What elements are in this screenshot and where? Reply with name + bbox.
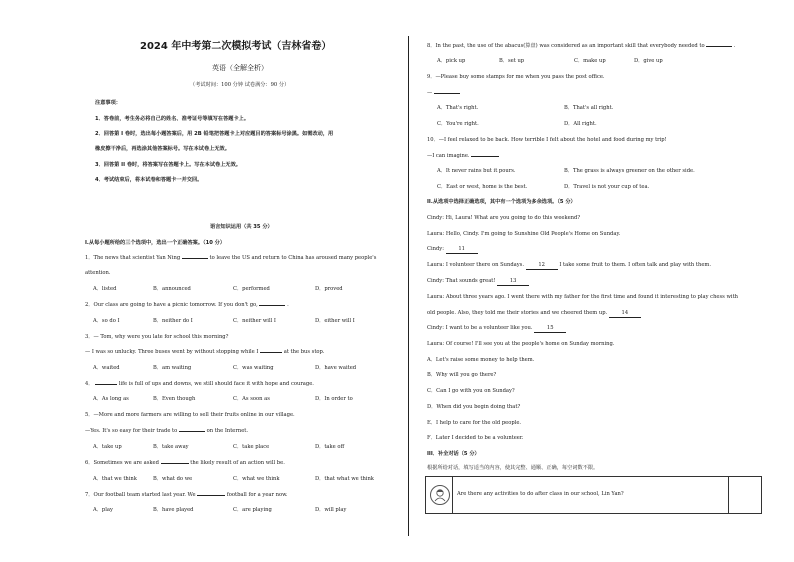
part3-instructions: 根据所给对话，填写适当的内容，使其完整、通顺、正确，每空词数不限。: [427, 465, 599, 471]
question-3: [85, 349, 325, 356]
q1-text-c: attention.: [85, 270, 111, 276]
option-a[interactable]: A．It never rains but it pours.: [437, 168, 516, 174]
box-divider: [452, 477, 453, 513]
answer-blank: [161, 463, 189, 464]
q2-text-a: 2．Our class are going to have a picnic tomorrow. If you don't go,: [85, 302, 258, 308]
option-d[interactable]: D．Travel is not your cup of tea.: [564, 184, 650, 190]
q9-text-b: —: [427, 90, 433, 96]
blank-number: 15: [546, 325, 554, 331]
part3-heading: III．补全对话（5 分）: [427, 451, 480, 457]
option-c[interactable]: C．are playing: [233, 507, 272, 513]
option-b[interactable]: B．That's all right.: [564, 105, 614, 111]
box-question-text: Are there any activities to do after class in our school, Lin Yan?: [457, 491, 624, 497]
q9-options-row1: [437, 105, 613, 112]
q3-options: [93, 365, 356, 372]
choice-c[interactable]: C．Can I go with you on Sunday?: [427, 388, 515, 394]
blank-12[interactable]: [526, 262, 558, 270]
blank-15[interactable]: [534, 325, 566, 333]
dialogue-line-8: [427, 325, 566, 333]
option-d[interactable]: D．take off: [315, 444, 345, 450]
note-item-3: 3．回答第 II 卷时，将答案写在答题卡上。写在本试卷上无效。: [95, 162, 241, 168]
q3-text-a: 3．— Tom, why were you late for school this morning?: [85, 334, 229, 340]
dialogue-text: old people. Also, they told me their stories and we cheered them up.: [427, 310, 608, 316]
q3-text-b: — I was so unlucky. Three buses went by without stopping while I: [85, 349, 259, 355]
section-heading: 语言知识运用（共 35 分）: [210, 224, 273, 230]
blank-number: 14: [621, 310, 629, 316]
option-b[interactable]: B．set up: [499, 58, 525, 64]
q6-text-b: the likely result of an action will be.: [190, 460, 285, 466]
q4-text-a: 4．: [85, 381, 94, 387]
choice-f[interactable]: F．Later I decided to be a volunteer.: [427, 435, 524, 441]
option-d[interactable]: D．give up: [634, 58, 663, 64]
blank-number: 13: [509, 278, 517, 284]
q6-options: [93, 476, 374, 483]
dialogue-text: Cindy: I want to be a volunteer like you.: [427, 325, 533, 331]
answer-blank: [434, 93, 460, 94]
option-c[interactable]: C．what we think: [233, 476, 280, 482]
dialogue-line-6: Laura: About three years ago. I went there with my father for the first time and found it interesting to play chess with: [427, 294, 738, 300]
q7-options: [93, 507, 346, 514]
column-divider: [408, 36, 409, 536]
answer-blank: [197, 495, 225, 496]
option-a[interactable]: A．That's right.: [437, 105, 479, 111]
option-a[interactable]: A．listed: [93, 286, 117, 292]
option-a[interactable]: A．take up: [93, 444, 122, 450]
dialogue-text: Cindy: That sounds great!: [427, 278, 496, 284]
option-c[interactable]: C．As soon as: [233, 396, 270, 402]
answer-blank: [706, 46, 732, 47]
option-a[interactable]: A．so do I: [93, 318, 120, 324]
note-item-1: 1．答卷前，考生务必将自己的姓名、准考证号等填写在答题卡上。: [95, 116, 250, 122]
answer-blank: [260, 352, 282, 353]
option-b[interactable]: B．neither do I: [153, 318, 193, 324]
q8-text-a: 8．In the past, the use of the abacus(算盘) was considered as an important skill that everybody needed to: [427, 43, 705, 49]
dialogue-line-5: [427, 278, 529, 286]
q7-text-a: 7．Our football team started last year. We: [85, 492, 196, 498]
question-2: [85, 302, 289, 309]
q1-text-a: 1．The news that scientist Yan Ning: [85, 255, 181, 261]
answer-blank: [471, 156, 499, 157]
q4-options: [93, 396, 353, 403]
q10-text-a: 10．—I feel relaxed to be back. How terrible I felt about the hotel and food during my trip!: [427, 137, 667, 143]
q7-text-b: football for a year now.: [226, 492, 288, 498]
option-c[interactable]: C．performed: [233, 286, 270, 292]
option-b[interactable]: B．am waiting: [153, 365, 192, 371]
option-d[interactable]: D．All right.: [564, 121, 597, 127]
option-d[interactable]: D．have waited: [315, 365, 357, 371]
question-7: [85, 492, 288, 499]
dialogue-line-4: [427, 262, 711, 270]
dialogue-box: [425, 476, 762, 514]
q1-options: [93, 286, 343, 293]
option-c[interactable]: C．was waiting: [233, 365, 274, 371]
option-b[interactable]: B．announced: [153, 286, 191, 292]
blank-11[interactable]: [446, 246, 478, 254]
q5-options: [93, 444, 344, 451]
q4-text-b: life is full of ups and downs, we still should face it with hope and courage.: [118, 381, 314, 387]
dialogue-text-cont: I take some fruit to them. I often talk and play with them.: [559, 262, 711, 268]
answer-blank: [179, 431, 205, 432]
option-d[interactable]: D．that what we think: [315, 476, 374, 482]
note-item-2-cont: 橡皮擦干净后，再选涂其他答案标号。写在本试卷上无效。: [95, 146, 230, 152]
q1-text-b: to leave the US and return to China has aroused many people's: [209, 255, 377, 261]
q5-text-b: —Yes. It's so easy for their trade to: [85, 428, 178, 434]
option-a[interactable]: A．As long as: [93, 396, 129, 402]
choice-a[interactable]: A．Let's raise some money to help them.: [427, 357, 535, 363]
blank-number: 12: [538, 262, 545, 268]
option-c[interactable]: C．You're right.: [437, 121, 479, 127]
dialogue-line-9: Laura: Of course! I'll see you at the people's home on Sunday morning.: [427, 341, 615, 347]
choice-e[interactable]: E．I help to care for the old people.: [427, 420, 522, 426]
q8-text-b: .: [733, 43, 736, 49]
q9-text-a: 9．—Please buy some stamps for me when you pass the post office.: [427, 74, 605, 80]
part1-heading: I.从每小题所给的三个选项中，选出一个正确答案。（10 分）: [85, 240, 226, 246]
option-a[interactable]: A．that we think: [93, 476, 137, 482]
question-10: [427, 153, 499, 160]
q10-text-b: —I can imagine.: [427, 153, 470, 159]
dialogue-text: Laura: I volunteer there on Sundays.: [427, 262, 524, 268]
box-divider: [728, 477, 729, 513]
q2-text-b: .: [287, 302, 289, 308]
blank-14[interactable]: [609, 310, 641, 318]
answer-blank: [182, 258, 208, 259]
option-b[interactable]: B．The grass is always greener on the other side.: [564, 168, 695, 174]
question-1: [85, 255, 376, 262]
choice-d[interactable]: D．When did you begin doing that?: [427, 404, 521, 410]
answer-blank: [95, 384, 117, 385]
option-d[interactable]: D．will play: [315, 507, 347, 513]
dialogue-speaker-text: Cindy:: [427, 246, 444, 252]
q3-text-c: at the bus stop.: [283, 349, 325, 355]
dialogue-line-3: [427, 246, 478, 254]
note-item-2: 2．回答第 I 卷时，选出每小题答案后，用 2B 铅笔把答题卡上对应题目的答案标号涂黑。如需改动，用: [95, 131, 334, 137]
q9-options-row2: [437, 121, 597, 128]
option-c[interactable]: C．East or west, home is the best.: [437, 184, 528, 190]
option-a[interactable]: A．pick up: [437, 58, 466, 64]
dialogue-line-7: [427, 310, 641, 318]
question-8: [427, 43, 736, 50]
speaker-avatar-icon: [430, 485, 450, 505]
question-4: [85, 381, 314, 388]
choice-b[interactable]: B．Why will you go there?: [427, 372, 497, 378]
subject-subtitle: 英语（全解全析）: [212, 64, 268, 72]
option-b[interactable]: B．have played: [153, 507, 194, 513]
exam-title: 2024 年中考第二次模拟考试（吉林省卷）: [140, 41, 332, 52]
option-a[interactable]: A．play: [93, 507, 113, 513]
dialogue-line-2: Laura: Hello, Cindy. I'm going to Sunshine Old People's Home on Sunday.: [427, 231, 621, 237]
q5-text-c: on the Internet.: [206, 428, 249, 434]
question-9: [427, 90, 460, 97]
option-b[interactable]: B．take away: [153, 444, 189, 450]
notes-heading: 注意事项：: [95, 100, 121, 106]
option-b[interactable]: B．Even though: [153, 396, 196, 402]
q6-text-a: 6．Sometimes we are asked: [85, 460, 159, 466]
option-a[interactable]: A．waited: [93, 365, 120, 371]
q2-options: [93, 318, 355, 325]
option-d[interactable]: D．proved: [315, 286, 343, 292]
note-item-4: 4．考试结束后，将本试卷和答题卡一并交回。: [95, 177, 203, 183]
answer-blank: [259, 305, 285, 306]
blank-13[interactable]: [497, 278, 529, 286]
part2-heading: II.从选项中选择正确选项，其中有一个选项为多余选项。（5 分）: [427, 199, 576, 205]
exam-info: （考试时间：100 分钟 试卷满分：90 分）: [190, 82, 290, 88]
option-d[interactable]: D．either will I: [315, 318, 355, 324]
question-5: [85, 428, 248, 435]
question-6: [85, 460, 285, 467]
q10-options-row2: [437, 184, 649, 191]
option-c[interactable]: C．take place: [233, 444, 270, 450]
q8-options: [437, 58, 663, 65]
q5-text-a: 5．—More and more farmers are willing to sell their fruits online in our village.: [85, 412, 295, 418]
option-d[interactable]: D．In order to: [315, 396, 353, 402]
dialogue-line-1: Cindy: Hi, Laura! What are you going to do this weekend?: [427, 215, 581, 221]
option-b[interactable]: B．what do we: [153, 476, 193, 482]
q10-options-row1: [437, 168, 695, 175]
blank-number: 11: [458, 246, 465, 252]
option-c[interactable]: C．neither will I: [233, 318, 276, 324]
option-c[interactable]: C．make up: [574, 58, 606, 64]
